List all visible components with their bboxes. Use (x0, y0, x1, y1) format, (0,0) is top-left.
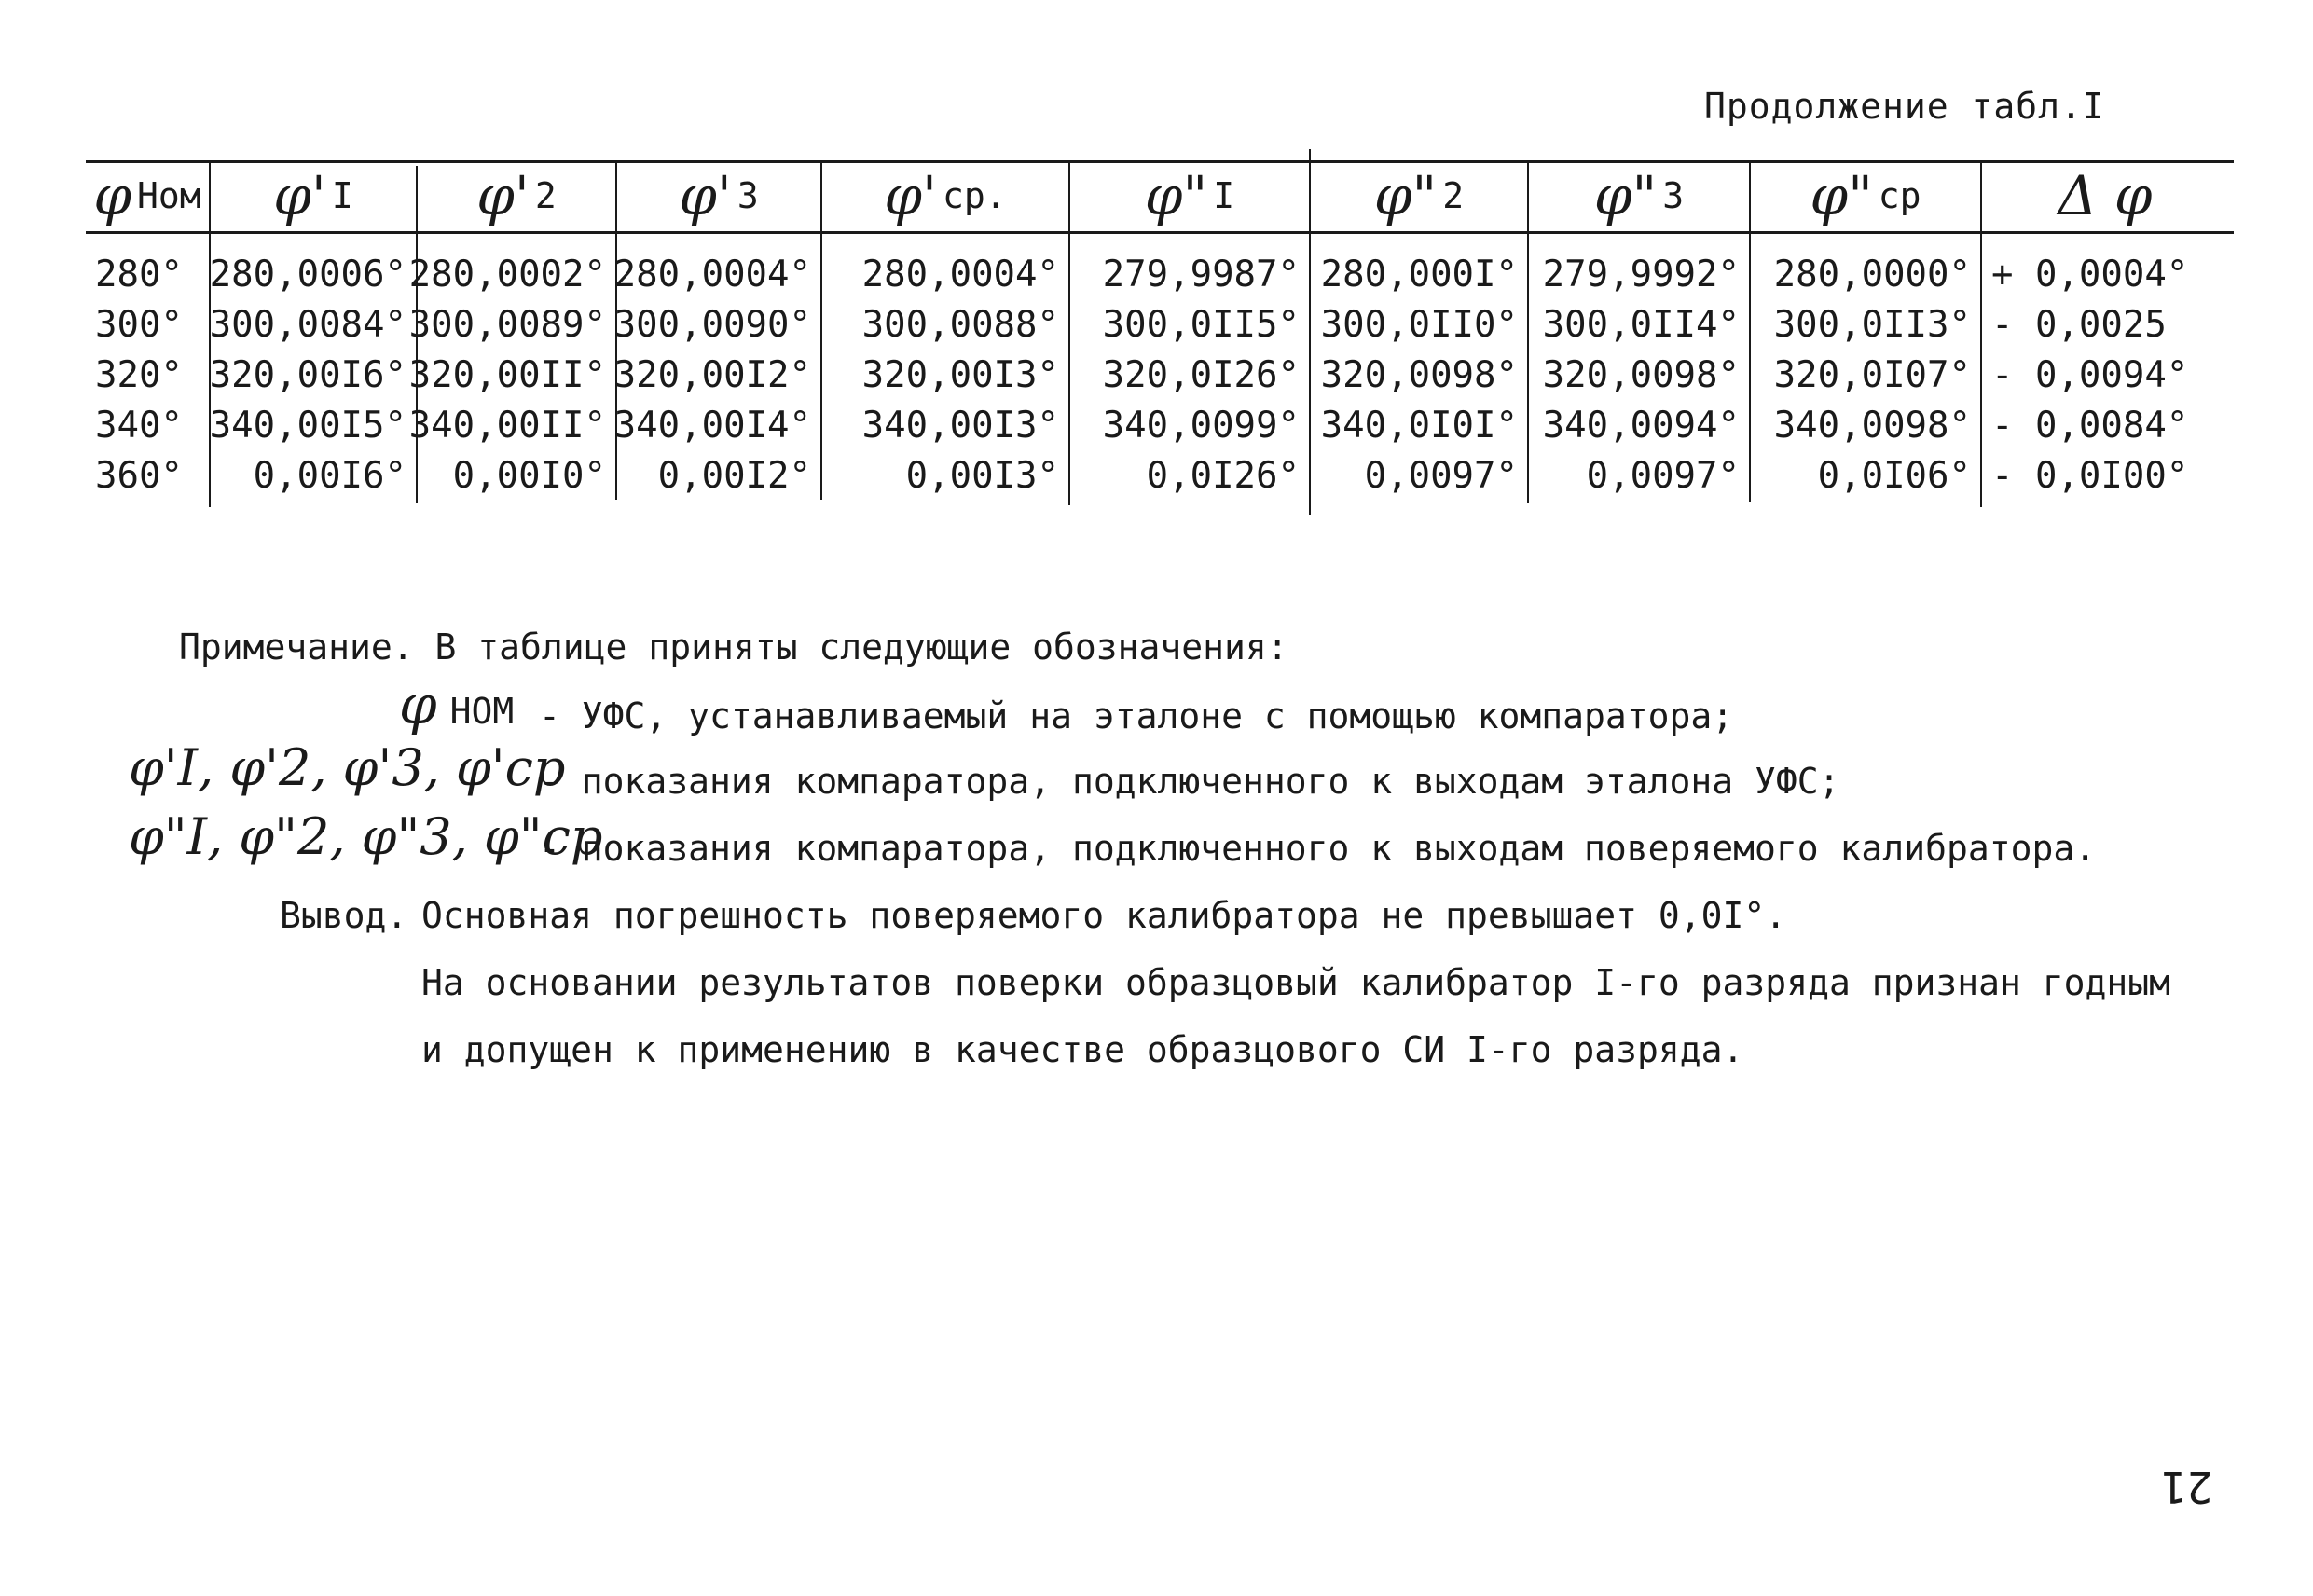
table-row (86, 250, 2234, 298)
table-cell: 340° (95, 404, 183, 447)
table-cell: 320,0I26° (1102, 353, 1300, 396)
table-cell: 280,0004° (613, 253, 811, 296)
header-phi-nom: φ Ном (93, 164, 201, 227)
table-cell: 280,0006° (209, 253, 406, 296)
table-cell: 0,0097° (1364, 454, 1518, 497)
notes-heading: Примечание. В таблице приняты следующие обозначения: (179, 626, 1288, 667)
table-row (86, 401, 2234, 449)
legend-text-calibrator-readings: - показания компаратора, подключенного к выходам поверяемого калибратора. (539, 828, 2097, 869)
table-cell: 280,0004° (861, 253, 1059, 296)
table-cell: 340,00II° (408, 404, 606, 447)
table-cell: - 0,0094° (1991, 353, 2189, 396)
table-cell: 340,00I5° (209, 404, 406, 447)
table-cell: 300,0088° (861, 303, 1059, 346)
table-row (86, 300, 2234, 349)
table-cell: 300,0084° (209, 303, 406, 346)
table-row (86, 451, 2234, 500)
table-cell: 320,0I07° (1773, 353, 1971, 396)
table-cell: 0,00I2° (657, 454, 811, 497)
table-cell: 340,00I4° (613, 404, 811, 447)
table-header-rule (86, 231, 2234, 234)
header-phi3-prime: φ' 3 (679, 164, 759, 227)
table-cell: 320,00I6° (209, 353, 406, 396)
header-phi2-double-prime: φ" 2 (1373, 164, 1465, 227)
table-cell: 340,0098° (1773, 404, 1971, 447)
table-cell: 320,00I3° (861, 353, 1059, 396)
table-cell: 300,0II5° (1102, 303, 1300, 346)
table-continuation-caption: Продолжение табл.I (1704, 86, 2105, 127)
legend-text-nominal: - УФС, устанавливаемый на эталоне с помощью компаратора; (539, 695, 1734, 736)
table-cell: 280,0002° (408, 253, 606, 296)
page-number: 21 (2161, 1462, 2213, 1512)
legend-text-etalon-readings: - показания компаратора, подключенного к выходам эталона УФС; (539, 761, 1840, 802)
table-cell: 0,00I6° (253, 454, 406, 497)
table-cell: - 0,0I00° (1991, 454, 2189, 497)
table-cell: 279,9987° (1102, 253, 1300, 296)
legend-symbol-calibrator-readings: φ"I, φ"2, φ"3, φ"ср (129, 807, 603, 866)
legend-symbol-etalon-readings: φ'I, φ'2, φ'3, φ'ср (129, 738, 566, 797)
header-phi-avg-prime: φ' ср. (884, 164, 1007, 227)
conclusion-line: и допущен к применению в качестве образцового СИ I-го разряда. (421, 1029, 1744, 1070)
header-delta-phi: Δ φ (2058, 164, 2153, 227)
table-cell: 320,00II° (408, 353, 606, 396)
table-cell: 280,0000° (1773, 253, 1971, 296)
table-row (86, 351, 2234, 399)
table-cell: 279,9992° (1542, 253, 1740, 296)
table-cell: 300,0II3° (1773, 303, 1971, 346)
table-cell: 360° (95, 454, 183, 497)
table-cell: 320,0098° (1320, 353, 1518, 396)
table-cell: 340,0099° (1102, 404, 1300, 447)
table-cell: 320° (95, 353, 183, 396)
conclusion-line: На основании результатов поверки образцовый калибратор I-го разряда признан годным (421, 962, 2170, 1003)
conclusion-line: Основная погрешность поверяемого калибратора не превышает 0,0I°. (421, 895, 1787, 936)
header-phi3-double-prime: φ" 3 (1593, 164, 1685, 227)
header-phi2-prime: φ' 2 (476, 164, 557, 227)
table-cell: 340,0094° (1542, 404, 1740, 447)
table-cell: 320,0098° (1542, 353, 1740, 396)
table-cell: + 0,0004° (1991, 253, 2189, 296)
table-cell: 320,00I2° (613, 353, 811, 396)
header-phi-avg-double-prime: φ" ср (1810, 164, 1921, 227)
header-phi1-double-prime: φ" I (1144, 164, 1235, 227)
table-cell: 280,000I° (1320, 253, 1518, 296)
table-cell: 0,00I0° (452, 454, 606, 497)
table-cell: 300,0089° (408, 303, 606, 346)
table-cell: - 0,0084° (1991, 404, 2189, 447)
conclusion-label: Вывод. (280, 895, 408, 936)
table-cell: 300,0II4° (1542, 303, 1740, 346)
table-cell: 0,00I3° (905, 454, 1059, 497)
table-top-rule (86, 160, 2234, 163)
table-cell: 280° (95, 253, 183, 296)
table-cell: 300,0II0° (1320, 303, 1518, 346)
table-cell: 0,0I06° (1817, 454, 1971, 497)
table-cell: 340,0I0I° (1320, 404, 1518, 447)
table-cell: 0,0I26° (1146, 454, 1300, 497)
header-phi1-prime: φ' I (273, 164, 353, 227)
legend-symbol-nominal: φНОМ (399, 673, 515, 736)
table-cell: - 0,0025 (1991, 303, 2167, 346)
table-cell: 300,0090° (613, 303, 811, 346)
table-cell: 0,0097° (1586, 454, 1740, 497)
table-cell: 300° (95, 303, 183, 346)
measurement-table (86, 160, 2234, 522)
table-cell: 340,00I3° (861, 404, 1059, 447)
